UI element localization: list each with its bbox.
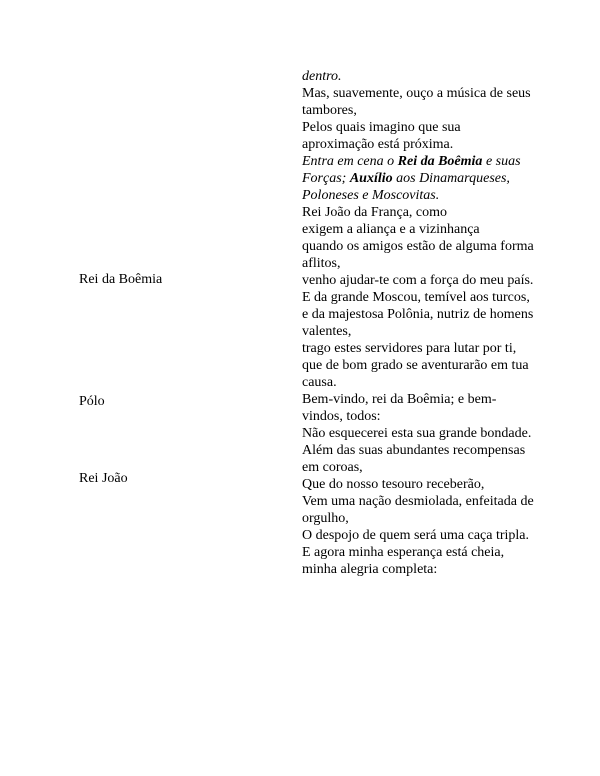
- verse-line: Vem uma nação desmiolada, enfeitada de orgulho,: [302, 494, 534, 526]
- verse-line: trago estes servidores para lutar por ti,: [302, 341, 517, 356]
- verse-line: e da majestosa Polônia, nutriz de homens valentes,: [302, 307, 534, 339]
- speaker-rei-joao: Rei João: [79, 471, 128, 486]
- verse-line: Rei João da França, como: [302, 205, 448, 220]
- verse-line: E da grande Moscou, temível aos turcos,: [302, 290, 530, 305]
- stage-direction-text: Entra em cena o: [302, 154, 398, 169]
- verse-line: que de bom grado se aventurarão em tua causa.: [302, 358, 529, 390]
- verse-line: Que do nosso tesouro receberão,: [302, 477, 485, 492]
- stage-direction: [302, 153, 534, 204]
- verse-line: Além das suas abundantes recompensas em coroas,: [302, 443, 526, 475]
- verse-line: O despojo de quem será uma caça tripla.: [302, 528, 530, 543]
- stage-direction-text: e suas Forças;: [302, 154, 521, 186]
- verse-line: Não esquecerei esta sua grande bondade.: [302, 426, 532, 441]
- stage-direction-character: Rei da Boêmia: [397, 154, 483, 169]
- stage-direction-character: Auxílio: [349, 171, 393, 186]
- speaker-polo: Pólo: [79, 394, 105, 409]
- verse-line: Pelos quais imagino que sua aproximação está próxima.: [302, 120, 461, 152]
- speaker-rei-da-boemia: Rei da Boêmia: [79, 272, 163, 287]
- stage-direction-text: aos Dinamarqueses, Poloneses e Moscovitas.: [302, 171, 510, 203]
- verse-line: dentro.: [302, 69, 342, 84]
- verse-line: venho ajudar-te com a força do meu país.: [302, 273, 534, 288]
- dialogue-column: [302, 68, 534, 578]
- verse-line: exigem a aliança e a vizinhança: [302, 222, 480, 237]
- verse-line: quando os amigos estão de alguma forma aflitos,: [302, 239, 534, 271]
- verse-line: E agora minha esperança está cheia, minha alegria completa:: [302, 545, 505, 577]
- verse-line: Bem-vindo, rei da Boêmia; e bem-vindos, todos:: [302, 392, 497, 424]
- verse-line: Mas, suavemente, ouço a música de seus tambores,: [302, 86, 531, 118]
